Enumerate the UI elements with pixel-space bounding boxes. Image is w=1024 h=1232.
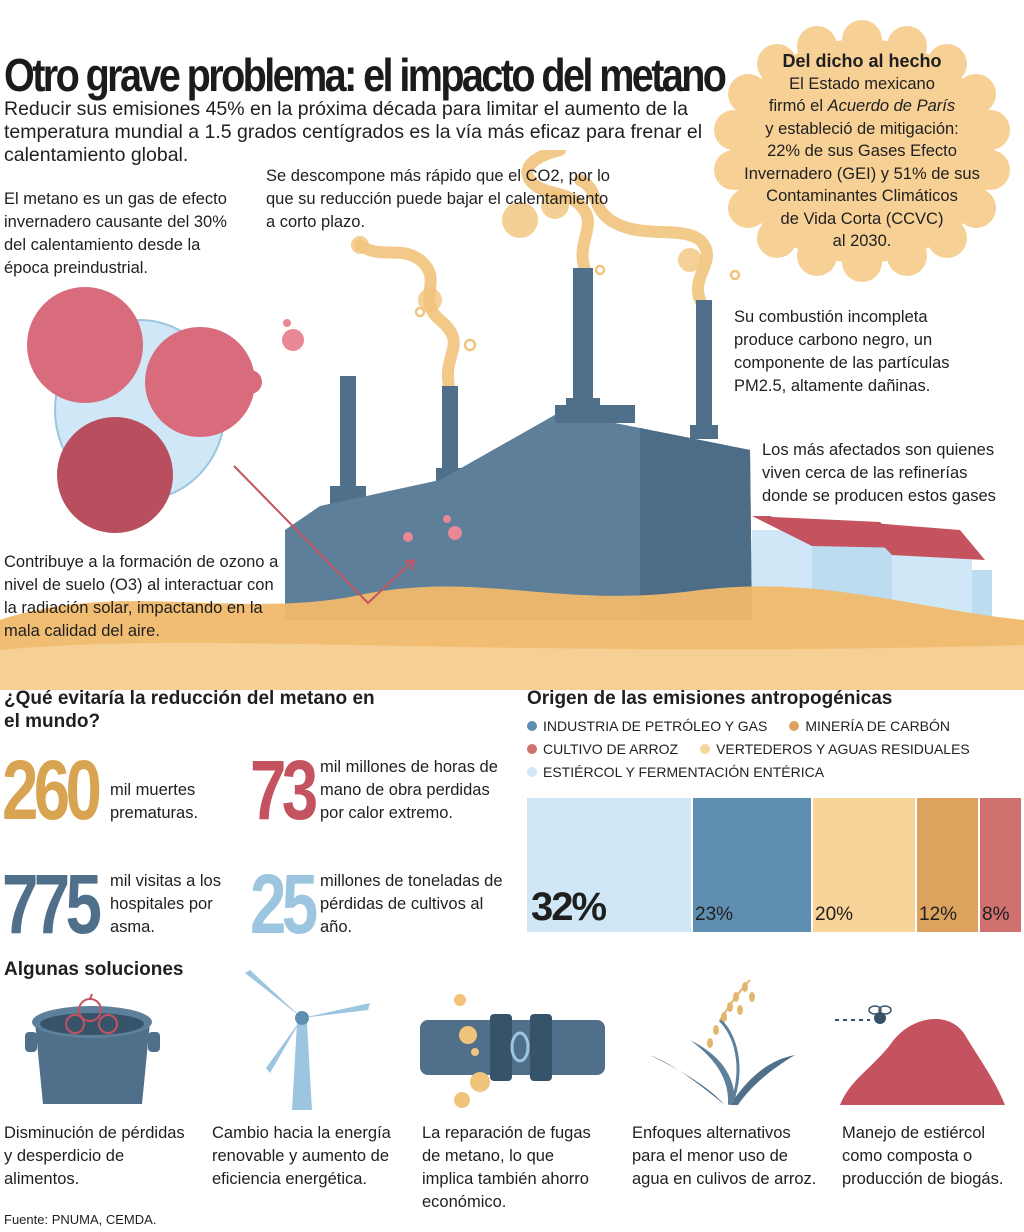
legend-label: VERTEDEROS Y AGUAS RESIDUALES bbox=[716, 740, 970, 757]
solution-text: Manejo de estiércol como composta o producción de biogás. bbox=[842, 1124, 1004, 1188]
agreement-name: Acuerdo de París bbox=[827, 97, 956, 115]
pipe-leak-icon bbox=[420, 990, 610, 1110]
legend-label: MINERÍA DE CARBÓN bbox=[805, 717, 951, 734]
stat-text: millones de toneladas de pérdidas de cultivos al año. bbox=[320, 872, 503, 936]
bar-segment bbox=[813, 798, 915, 932]
stat-number: 25 bbox=[250, 857, 314, 951]
solution-text: La reparación de fugas de metano, lo que implica también ahorro económico. bbox=[422, 1124, 591, 1211]
note-affected: Los más afectados son quienes viven cerca de las refinerías donde se producen estos gases bbox=[762, 441, 996, 505]
solution-text: Enfoques alternativos para el menor uso de agua en culivos de arroz. bbox=[632, 1124, 817, 1188]
source-note: Fuente: PNUMA, CEMDA. bbox=[4, 1212, 157, 1227]
legend-dot bbox=[527, 744, 537, 754]
wind-turbine-icon bbox=[230, 968, 380, 1113]
stat-number: 775 bbox=[2, 857, 98, 951]
legend-item bbox=[789, 714, 950, 737]
bar-segment bbox=[527, 798, 691, 932]
badge-line bbox=[722, 95, 1002, 118]
badge-line: de Vida Corta (CCVC) bbox=[780, 209, 944, 228]
badge-line: y estableció de mitigación: bbox=[765, 119, 959, 138]
note-ozone: Contribuye a la formación de ozono a nivel de suelo (O3) al interactuar con la radiación solar, impactando en la mala calidad del aire. bbox=[4, 553, 279, 640]
bar-segment bbox=[980, 798, 1021, 932]
legend-dot bbox=[700, 744, 710, 754]
methane-molecule-icon bbox=[27, 287, 262, 533]
badge-line: al 2030. bbox=[832, 232, 892, 250]
badge-line: Invernadero (GEI) y 51% de sus bbox=[744, 164, 980, 183]
badge-line: 22% de sus Gases Efecto bbox=[767, 142, 957, 160]
legend-item bbox=[700, 737, 970, 760]
food-bin-icon bbox=[20, 992, 165, 1107]
bar-value-label: 12% bbox=[919, 904, 958, 925]
note-co2: Se descompone más rápido que el CO2, por lo que su reducción puede bajar el calentamiento a corto plazo. bbox=[266, 167, 610, 231]
manure-pile-icon bbox=[830, 1000, 1010, 1110]
avoid-heading: ¿Qué evitaría la reducción del metano en el mundo? bbox=[4, 688, 375, 732]
legend-dot bbox=[789, 721, 799, 731]
solution-text: Cambio hacia la energía renovable y aumento de eficiencia energética. bbox=[212, 1124, 391, 1188]
stat-text: mil millones de horas de mano de obra perdidas por calor extremo. bbox=[320, 758, 498, 822]
stat-number: 73 bbox=[250, 743, 314, 837]
badge-title: Del dicho al hecho bbox=[782, 51, 942, 71]
bar-value-label: 8% bbox=[982, 904, 1010, 925]
solution-text: Disminución de pérdidas y desperdicio de alimentos. bbox=[4, 1124, 185, 1188]
bar-value-label: 23% bbox=[695, 904, 734, 925]
badge-line: El Estado mexicano bbox=[789, 74, 935, 93]
legend-dot bbox=[527, 767, 537, 777]
legend-label: INDUSTRIA DE PETRÓLEO Y GAS bbox=[543, 717, 768, 734]
bar-segment bbox=[917, 798, 978, 932]
note-combustion: Su combustión incompleta produce carbono negro, un componente de las partículas PM2.5, altamente dañinas. bbox=[734, 308, 950, 395]
rice-plant-icon bbox=[650, 975, 800, 1110]
legend-item bbox=[527, 737, 678, 760]
bar-value-label: 32% bbox=[531, 885, 606, 929]
legend-item bbox=[527, 714, 767, 737]
stat-text: mil visitas a los hospitales por asma. bbox=[110, 872, 221, 936]
chart-title: Origen de las emisiones antropogénicas bbox=[527, 688, 893, 709]
bar-segment bbox=[693, 798, 811, 932]
solutions-heading: Algunas soluciones bbox=[4, 959, 184, 980]
page-title: Otro grave problema: el impacto del metano bbox=[4, 49, 725, 101]
legend-label: ESTIÉRCOL Y FERMENTACIÓN ENTÉRICA bbox=[543, 763, 825, 780]
stat-number: 260 bbox=[2, 743, 98, 837]
chart-legend bbox=[527, 714, 1017, 783]
badge-line-text: firmó el bbox=[768, 97, 828, 115]
bar-value-label: 20% bbox=[815, 904, 854, 925]
stat-text: mil muertes prematuras. bbox=[110, 781, 199, 822]
legend-label: CULTIVO DE ARROZ bbox=[543, 740, 679, 757]
legend-item bbox=[527, 760, 824, 783]
legend-dot bbox=[527, 721, 537, 731]
page-subtitle: Reducir sus emisiones 45% en la próxima década para limitar el aumento de la temperatura mundial a 1.5 grados centígrados es la vía más eficaz para frenar el calentamiento global. bbox=[4, 98, 703, 166]
note-gas: El metano es un gas de efecto invernadero causante del 30% del calentamiento desde la época preindustrial. bbox=[4, 190, 227, 277]
badge-line: Contaminantes Climáticos bbox=[766, 187, 958, 205]
